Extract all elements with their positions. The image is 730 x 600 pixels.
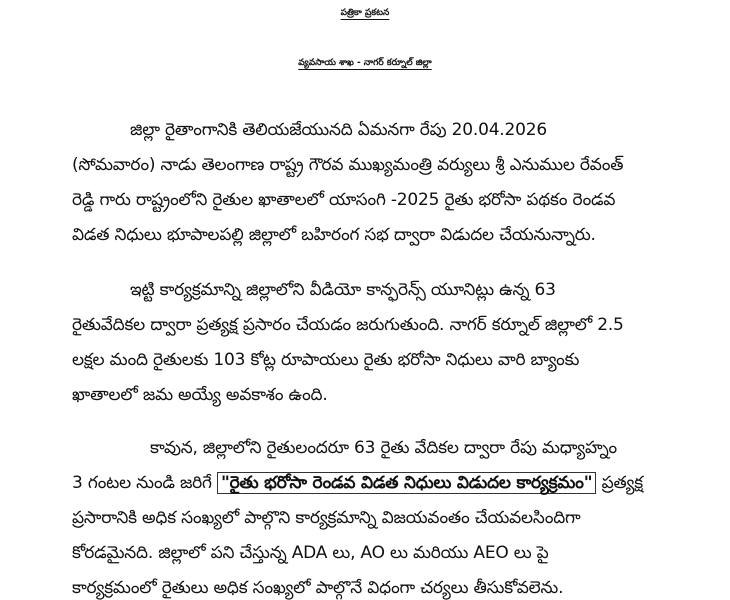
paragraph3-line: ప్రసారానికి అధిక సంఖ్యలో పాల్గొని కార్యక్రమాన్ని విజయవంతం చేయవలసిందిగా [72, 508, 581, 528]
paragraph3-line [72, 471, 643, 495]
paragraph2-line: లక్షల మంది రైతులకు 103 కోట్ల రూపాయలు రైతు భరోసా నిధులు వారి బ్యాంకు [72, 350, 580, 370]
paragraph2-line: ఇట్టి కార్యక్రమాన్ని జిల్లాలోని వీడియో కాన్ఫరెన్స్ యూనిట్లు ఉన్న 63 [130, 280, 556, 300]
paragraph2-line: ఖాతాలలో జమ అయ్యే అవకాశం ఉంది. [72, 385, 328, 405]
event-name-highlight: "రైతు భరోసా రెండవ విడత నిధులు విడుదల కార్యక్రమం" [217, 472, 596, 494]
paragraph3-line: కావున, జిల్లాలోని రైతులందరూ 63 రైతు వేదికల ద్వారా రేపు మధ్యాహ్నం [150, 438, 617, 458]
paragraph1-line: (సోమవారం) నాడు తెలంగాణ రాష్ట్ర గౌరవ ముఖ్యమంత్రి వర్యులు శ్రీ ఎనుముల రేవంత్ [72, 155, 624, 175]
page-title: పత్రికా ప్రకటన [340, 8, 390, 18]
paragraph3-line: కార్యక్రమంలో రైతులు అధిక సంఖ్యలో పాల్గొనే విధంగా చర్యలు తీసుకోవలెను. [72, 578, 564, 598]
paragraph1-line: విడత నిధులు భూపాలపల్లి జిల్లాలో బహిరంగ సభ ద్వారా విడుదల చేయనున్నారు. [72, 225, 596, 245]
paragraph2-line: రైతువేదికల ద్వారా ప్రత్యక్ష ప్రసారం చేయడం జరుగుతుంది. నాగర్ కర్నూల్ జిల్లాలో 2.5 [72, 315, 624, 335]
paragraph3-text: ప్రత్యక్ష [601, 473, 643, 493]
page-subtitle: వ్యవసాయ శాఖ - నాగర్ కర్నూల్ జిల్లా [298, 58, 432, 68]
paragraph3-text: 3 గంటల నుండి జరిగే [72, 473, 212, 493]
paragraph3-line: కోరడమైనది. జిల్లాలో పని చేస్తున్న ADA లు, AO లు మరియు AEO లు పై [72, 543, 549, 563]
paragraph1-line: రెడ్డి గారు రాష్ట్రంలోని రైతుల ఖాతాలలో యాసంగి -2025 రైతు భరోసా పథకం రెండవ [72, 190, 616, 210]
paragraph1-line: జిల్లా రైతాంగానికి తెలియజేయునది ఏమనగా రేపు 20.04.2026 [130, 120, 547, 140]
